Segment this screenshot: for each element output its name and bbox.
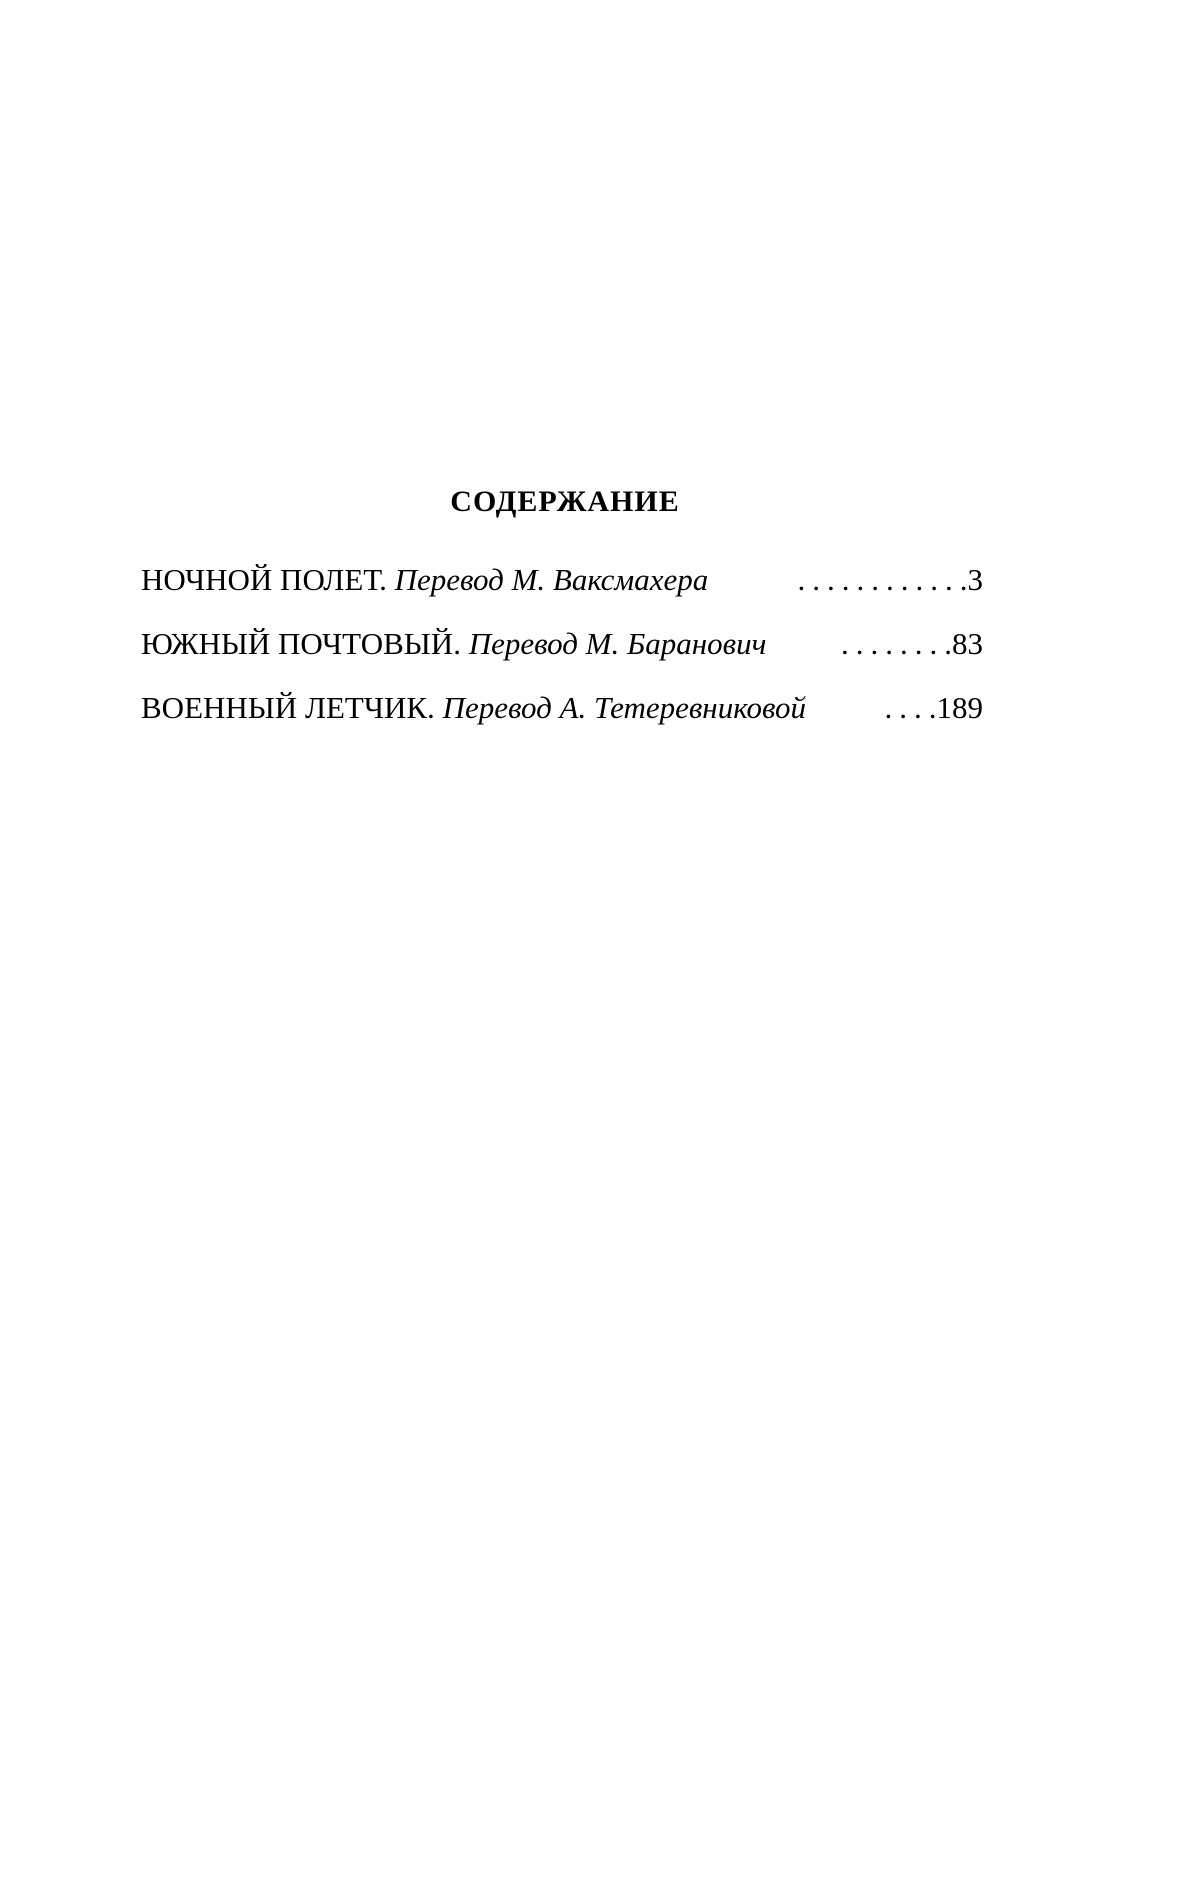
toc-entry-translator: Перевод М. Ваксмахера <box>394 562 709 597</box>
toc-entry <box>141 560 983 600</box>
toc-entry-dot-leader: ....... <box>841 626 945 661</box>
toc-entry-translator: Перевод М. Баранович <box>468 626 767 661</box>
toc-entry-dot-leader: ... <box>884 690 929 725</box>
toc-entry-dot-leader: ........... <box>797 562 960 597</box>
toc-entry <box>141 624 983 664</box>
toc-entry-work-title: НОЧНОЙ ПОЛЕТ. <box>141 562 387 597</box>
toc-entry-page-number: .83 <box>944 626 983 661</box>
toc-entry-work-title: ЮЖНЫЙ ПОЧТОВЫЙ. <box>141 626 461 661</box>
toc-entry-page-number: .189 <box>928 690 983 725</box>
table-of-contents <box>141 560 983 752</box>
toc-entry-translator: Перевод А. Тетеревниковой <box>442 690 807 725</box>
toc-entry-page-number: .3 <box>959 562 983 597</box>
toc-entry <box>141 688 983 728</box>
toc-heading: СОДЕРЖАНИЕ <box>450 485 680 518</box>
toc-entry-work-title: ВОЕННЫЙ ЛЕТЧИК. <box>141 690 435 725</box>
